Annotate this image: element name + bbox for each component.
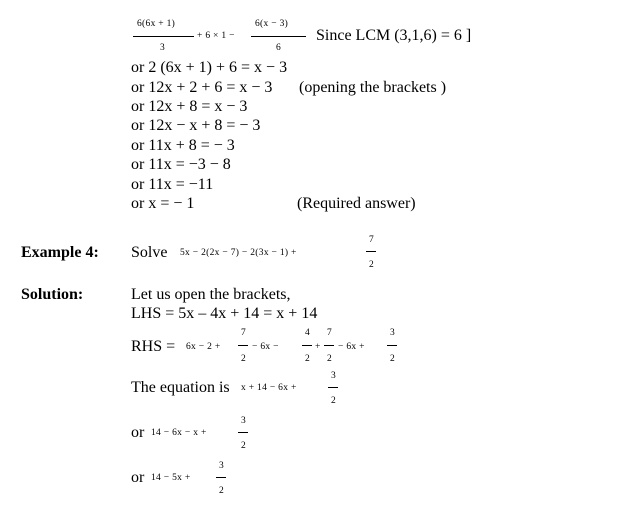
lcm-note: Since LCM (3,1,6) = 6 ] — [316, 27, 472, 44]
step-line: or 12x + 8 = x − 3 — [131, 98, 248, 115]
example-frac-denominator: 2 — [369, 260, 375, 270]
or1-frac-denominator: 2 — [241, 441, 247, 451]
frac1-bar — [133, 36, 194, 37]
rhs-frac-bar — [238, 345, 248, 346]
equation-frac-bar — [328, 387, 338, 388]
or1-expression: 14 − 6x − x + — [151, 428, 207, 438]
frac1-denominator: 3 — [160, 43, 166, 53]
rhs-frac-denominator: 2 — [327, 354, 333, 364]
equation-text: The equation is — [131, 379, 230, 396]
note-required: (Required answer) — [297, 195, 416, 212]
mid-term: + 6 × 1 − — [197, 31, 235, 41]
step-line: or 11x = −3 − 8 — [131, 156, 231, 173]
solve-word: Solve — [131, 244, 168, 261]
example-frac-bar — [366, 251, 376, 252]
rhs-frac-numerator: 3 — [390, 328, 396, 338]
rhs-frac-numerator: 4 — [305, 328, 311, 338]
equation-frac-denominator: 2 — [331, 396, 337, 406]
solution-intro: Let us open the brackets, — [131, 286, 291, 303]
or-word: or — [131, 424, 145, 441]
rhs-frac-numerator: 7 — [327, 328, 333, 338]
rhs-frac-bar — [324, 345, 334, 346]
rhs-part: − 6x + — [338, 342, 365, 352]
frac2-denominator: 6 — [276, 43, 282, 53]
or1-frac-bar — [238, 432, 248, 433]
rhs-part: − 6x − — [252, 342, 279, 352]
or-word: or — [131, 469, 145, 486]
rhs-frac-bar — [387, 345, 397, 346]
note-opening: (opening the brackets ) — [299, 79, 447, 96]
step-line: or 11x = −11 — [131, 176, 214, 193]
rhs-label: RHS = — [131, 338, 176, 355]
equation-frac-numerator: 3 — [331, 371, 337, 381]
rhs-frac-numerator: 7 — [241, 328, 247, 338]
step-line: or 11x + 8 = − 3 — [131, 137, 235, 154]
rhs-part: + — [315, 342, 321, 352]
or1-frac-numerator: 3 — [241, 416, 247, 426]
step-line: or 12x − x + 8 = − 3 — [131, 117, 261, 134]
equation-expression: x + 14 − 6x + — [241, 383, 297, 393]
step-line: or 2 (6x + 1) + 6 = x − 3 — [131, 59, 288, 76]
rhs-frac-denominator: 2 — [390, 354, 396, 364]
example-label: Example 4: — [21, 244, 99, 261]
rhs-frac-denominator: 2 — [241, 354, 247, 364]
or2-frac-bar — [216, 477, 226, 478]
frac2-bar — [251, 36, 306, 37]
or2-frac-denominator: 2 — [219, 486, 225, 496]
frac1-numerator: 6(6x + 1) — [137, 19, 176, 29]
step-line: or 12x + 2 + 6 = x − 3 — [131, 79, 273, 96]
rhs-part: 6x − 2 + — [186, 342, 221, 352]
example-frac-numerator: 7 — [369, 235, 375, 245]
step-line: or x = − 1 — [131, 195, 195, 212]
lhs-line: LHS = 5x – 4x + 14 = x + 14 — [131, 305, 318, 322]
or2-expression: 14 − 5x + — [151, 473, 191, 483]
or2-frac-numerator: 3 — [219, 461, 225, 471]
rhs-frac-denominator: 2 — [305, 354, 311, 364]
solution-label: Solution: — [21, 286, 84, 303]
frac2-numerator: 6(x − 3) — [255, 19, 289, 29]
rhs-frac-bar — [302, 345, 312, 346]
example-expression: 5x − 2(2x − 7) − 2(3x − 1) + — [180, 248, 297, 258]
